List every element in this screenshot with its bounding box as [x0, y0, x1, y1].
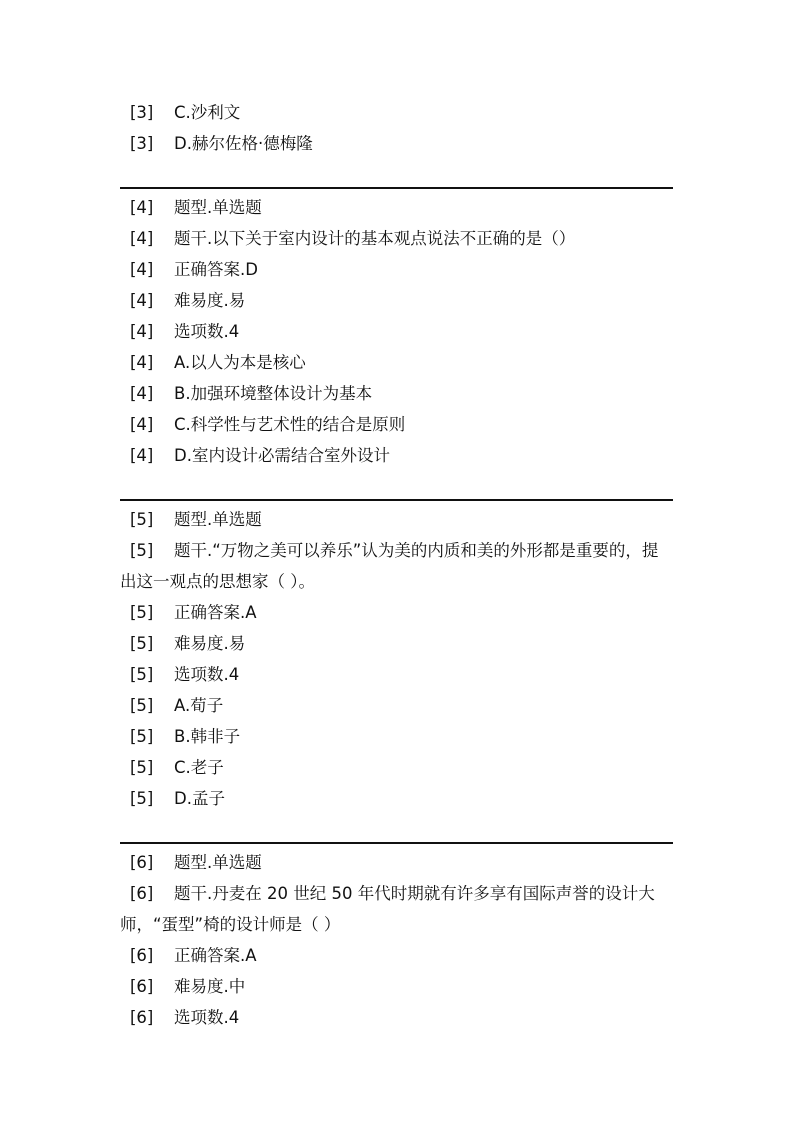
section-divider — [120, 842, 673, 844]
line-text: 难易度.易 — [174, 291, 246, 310]
question-line — [120, 878, 673, 940]
question-line — [120, 971, 673, 1002]
line-text: 正确答案.D — [174, 260, 258, 279]
line-text: 题干.丹麦在 20 世纪 50 年代时期就有许多享有国际声誉的设计大师，“蛋型”椅的设计师是（ ） — [120, 884, 655, 934]
question-line — [120, 1002, 673, 1033]
line-text: 选项数.4 — [174, 322, 240, 341]
question-number-tag: [6] — [130, 1008, 154, 1027]
question-line — [120, 628, 673, 659]
question-line — [120, 97, 673, 128]
question-line — [120, 721, 673, 752]
question-line — [120, 659, 673, 690]
line-text: 难易度.易 — [174, 634, 246, 653]
question-line — [120, 192, 673, 223]
question-number-tag: [5] — [130, 727, 154, 746]
line-text: C.科学性与艺术性的结合是原则 — [174, 415, 406, 434]
question-number-tag: [6] — [130, 884, 154, 903]
line-text: 选项数.4 — [174, 665, 240, 684]
question-line — [120, 254, 673, 285]
line-text: B.加强环境整体设计为基本 — [174, 384, 373, 403]
line-text: 题型.单选题 — [174, 198, 262, 217]
question-section — [120, 97, 673, 159]
line-text: 题干.以下关于室内设计的基本观点说法不正确的是（） — [174, 229, 576, 248]
question-number-tag: [5] — [130, 634, 154, 653]
question-number-tag: [5] — [130, 665, 154, 684]
question-section — [120, 847, 673, 1033]
question-section — [120, 192, 673, 471]
question-line — [120, 128, 673, 159]
question-number-tag: [4] — [130, 291, 154, 310]
line-text: 题型.单选题 — [174, 853, 262, 872]
question-number-tag: [4] — [130, 384, 154, 403]
question-line — [120, 316, 673, 347]
question-line — [120, 847, 673, 878]
section-divider — [120, 499, 673, 501]
document-page — [120, 97, 673, 1033]
line-text: 难易度.中 — [174, 977, 246, 996]
question-line — [120, 752, 673, 783]
question-line — [120, 285, 673, 316]
question-number-tag: [5] — [130, 603, 154, 622]
question-number-tag: [4] — [130, 260, 154, 279]
question-line — [120, 378, 673, 409]
section-divider — [120, 187, 673, 189]
question-number-tag: [5] — [130, 696, 154, 715]
question-line — [120, 535, 673, 597]
question-line — [120, 347, 673, 378]
line-text: D.室内设计必需结合室外设计 — [174, 446, 390, 465]
question-number-tag: [4] — [130, 415, 154, 434]
line-text: C.沙利文 — [174, 103, 241, 122]
line-text: 选项数.4 — [174, 1008, 240, 1027]
line-text: D.孟子 — [174, 789, 225, 808]
line-text: 题干.“万物之美可以养乐”认为美的内质和美的外形都是重要的，提出这一观点的思想家（ ）。 — [120, 541, 659, 591]
question-number-tag: [4] — [130, 198, 154, 217]
line-text: C.老子 — [174, 758, 224, 777]
question-number-tag: [5] — [130, 541, 154, 560]
question-number-tag: [5] — [130, 758, 154, 777]
question-line — [120, 690, 673, 721]
line-text: 题型.单选题 — [174, 510, 262, 529]
question-number-tag: [6] — [130, 946, 154, 965]
question-number-tag: [4] — [130, 446, 154, 465]
question-number-tag: [6] — [130, 853, 154, 872]
line-text: B.韩非子 — [174, 727, 241, 746]
question-line — [120, 223, 673, 254]
question-number-tag: [5] — [130, 510, 154, 529]
line-text: 正确答案.A — [174, 946, 257, 965]
question-section — [120, 504, 673, 814]
question-line — [120, 409, 673, 440]
question-line — [120, 440, 673, 471]
question-line — [120, 940, 673, 971]
question-number-tag: [5] — [130, 789, 154, 808]
line-text: A.以人为本是核心 — [174, 353, 306, 372]
question-number-tag: [4] — [130, 353, 154, 372]
question-line — [120, 597, 673, 628]
question-number-tag: [3] — [130, 134, 154, 153]
question-line — [120, 783, 673, 814]
line-text: A.荀子 — [174, 696, 224, 715]
question-number-tag: [3] — [130, 103, 154, 122]
question-number-tag: [4] — [130, 229, 154, 248]
question-number-tag: [6] — [130, 977, 154, 996]
question-number-tag: [4] — [130, 322, 154, 341]
line-text: D.赫尔佐格·德梅隆 — [174, 134, 313, 153]
line-text: 正确答案.A — [174, 603, 257, 622]
question-line — [120, 504, 673, 535]
